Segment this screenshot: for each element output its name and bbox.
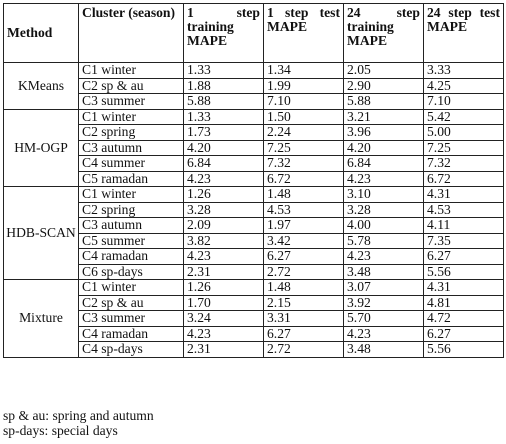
table-row (4, 140, 504, 156)
cluster-cell: C3 summer (79, 311, 184, 327)
step24-training-cell: 3.28 (344, 202, 424, 218)
cluster-cell: C4 summer (79, 156, 184, 172)
step24-test-cell: 6.72 (424, 171, 504, 187)
cluster-cell: C3 summer (79, 94, 184, 110)
step1-training-cell: 4.23 (184, 326, 264, 342)
header-row (4, 4, 504, 63)
step1-training-cell: 5.88 (184, 94, 264, 110)
step1-test-cell: 4.53 (264, 202, 344, 218)
step24-training-cell: 4.23 (344, 326, 424, 342)
step1-training-cell: 1.73 (184, 125, 264, 141)
step1-test-cell: 2.72 (264, 342, 344, 358)
step1-training-cell: 2.31 (184, 342, 264, 358)
table-row (4, 202, 504, 218)
table-row (4, 326, 504, 342)
step24-test-cell: 7.35 (424, 233, 504, 249)
step24-training-cell: 3.96 (344, 125, 424, 141)
step1-training-cell: 4.23 (184, 171, 264, 187)
table-row (4, 218, 504, 234)
table-row (4, 187, 504, 203)
step1-training-cell: 1.26 (184, 280, 264, 296)
step24-training-cell: 5.70 (344, 311, 424, 327)
step1-training-cell: 2.31 (184, 264, 264, 280)
results-table (3, 3, 504, 358)
cluster-cell: C3 autumn (79, 218, 184, 234)
footnote-sp-au: sp & au: spring and autumn (3, 408, 154, 423)
step24-test-cell: 5.56 (424, 342, 504, 358)
cluster-cell: C2 spring (79, 125, 184, 141)
cluster-cell: C2 sp & au (79, 78, 184, 94)
step1-test-cell: 7.10 (264, 94, 344, 110)
step1-test-cell: 1.97 (264, 218, 344, 234)
table-row (4, 311, 504, 327)
cluster-cell: C1 winter (79, 187, 184, 203)
step1-training-cell: 1.26 (184, 187, 264, 203)
step24-test-cell: 6.27 (424, 249, 504, 265)
cluster-cell: C6 sp-days (79, 264, 184, 280)
step24-training-cell: 4.20 (344, 140, 424, 156)
step24-training-cell: 3.21 (344, 109, 424, 125)
step1-training-cell: 1.70 (184, 295, 264, 311)
cluster-cell: C1 winter (79, 109, 184, 125)
step1-training-cell: 1.33 (184, 63, 264, 79)
cluster-cell: C5 ramadan (79, 171, 184, 187)
cluster-cell: C2 spring (79, 202, 184, 218)
step1-test-header: 1 step test MAPE (264, 4, 344, 63)
step1-test-cell: 7.25 (264, 140, 344, 156)
step24-test-cell: 7.10 (424, 94, 504, 110)
table-body (4, 63, 504, 358)
step24-training-cell: 3.92 (344, 295, 424, 311)
step24-training-cell: 4.23 (344, 249, 424, 265)
method-cell: KMeans (4, 63, 79, 110)
step24-test-cell: 4.31 (424, 280, 504, 296)
step1-training-cell: 4.23 (184, 249, 264, 265)
method-cell: HDB-SCAN (4, 187, 79, 280)
cluster-cell: C1 winter (79, 63, 184, 79)
step24-training-cell: 3.10 (344, 187, 424, 203)
method-cell: Mixture (4, 280, 79, 358)
table-row (4, 280, 504, 296)
step1-test-cell: 2.72 (264, 264, 344, 280)
table-row (4, 78, 504, 94)
step1-test-cell: 6.27 (264, 326, 344, 342)
cluster-cell: C4 ramadan (79, 249, 184, 265)
step24-training-cell: 2.05 (344, 63, 424, 79)
step1-training-cell: 2.09 (184, 218, 264, 234)
step1-test-cell: 7.32 (264, 156, 344, 172)
step24-test-cell: 4.25 (424, 78, 504, 94)
step24-training-cell: 5.88 (344, 94, 424, 110)
step1-test-cell: 6.27 (264, 249, 344, 265)
step1-test-cell: 2.15 (264, 295, 344, 311)
table-row (4, 63, 504, 79)
step1-test-cell: 6.72 (264, 171, 344, 187)
footnotes (3, 408, 154, 438)
step24-training-cell: 5.78 (344, 233, 424, 249)
method-header: Method (4, 4, 79, 63)
cluster-cell: C1 winter (79, 280, 184, 296)
step24-test-header: 24 step test MAPE (424, 4, 504, 63)
step24-test-cell: 4.72 (424, 311, 504, 327)
table-row (4, 94, 504, 110)
step24-test-cell: 4.81 (424, 295, 504, 311)
step1-test-cell: 1.48 (264, 280, 344, 296)
step1-test-cell: 1.48 (264, 187, 344, 203)
step1-training-cell: 1.88 (184, 78, 264, 94)
cluster-cell: C2 sp & au (79, 295, 184, 311)
step24-test-cell: 4.11 (424, 218, 504, 234)
step1-test-cell: 1.99 (264, 78, 344, 94)
footnote-sp-days: sp-days: special days (3, 423, 118, 438)
cluster-cell: C4 ramadan (79, 326, 184, 342)
step1-training-cell: 6.84 (184, 156, 264, 172)
cluster-cell: C5 summer (79, 233, 184, 249)
step24-test-cell: 5.42 (424, 109, 504, 125)
step24-test-cell: 7.32 (424, 156, 504, 172)
table-row (4, 109, 504, 125)
step1-training-cell: 3.82 (184, 233, 264, 249)
step24-test-cell: 5.56 (424, 264, 504, 280)
step1-test-cell: 1.34 (264, 63, 344, 79)
step1-training-cell: 3.24 (184, 311, 264, 327)
step24-test-cell: 5.00 (424, 125, 504, 141)
table-row (4, 233, 504, 249)
step24-training-cell: 4.23 (344, 171, 424, 187)
step1-training-header: 1 step training MAPE (184, 4, 264, 63)
cluster-cell: C3 autumn (79, 140, 184, 156)
step24-training-cell: 3.48 (344, 264, 424, 280)
step24-training-cell: 6.84 (344, 156, 424, 172)
table-row (4, 156, 504, 172)
step24-training-cell: 2.90 (344, 78, 424, 94)
table-row (4, 125, 504, 141)
step24-training-cell: 4.00 (344, 218, 424, 234)
table-row (4, 249, 504, 265)
step1-training-cell: 3.28 (184, 202, 264, 218)
step24-training-cell: 3.07 (344, 280, 424, 296)
step1-training-cell: 4.20 (184, 140, 264, 156)
table-row (4, 342, 504, 358)
step1-training-cell: 1.33 (184, 109, 264, 125)
step24-test-cell: 4.53 (424, 202, 504, 218)
step1-test-cell: 3.31 (264, 311, 344, 327)
step24-training-cell: 3.48 (344, 342, 424, 358)
table-row (4, 295, 504, 311)
step1-test-cell: 2.24 (264, 125, 344, 141)
step1-test-cell: 3.42 (264, 233, 344, 249)
step24-test-cell: 3.33 (424, 63, 504, 79)
method-cell: HM-OGP (4, 109, 79, 187)
step24-test-cell: 7.25 (424, 140, 504, 156)
cluster-cell: C4 sp-days (79, 342, 184, 358)
step24-training-header: 24 step training MAPE (344, 4, 424, 63)
step24-test-cell: 4.31 (424, 187, 504, 203)
cluster-header: Cluster (season) (79, 4, 184, 63)
table-row (4, 264, 504, 280)
step24-test-cell: 6.27 (424, 326, 504, 342)
table-row (4, 171, 504, 187)
step1-test-cell: 1.50 (264, 109, 344, 125)
